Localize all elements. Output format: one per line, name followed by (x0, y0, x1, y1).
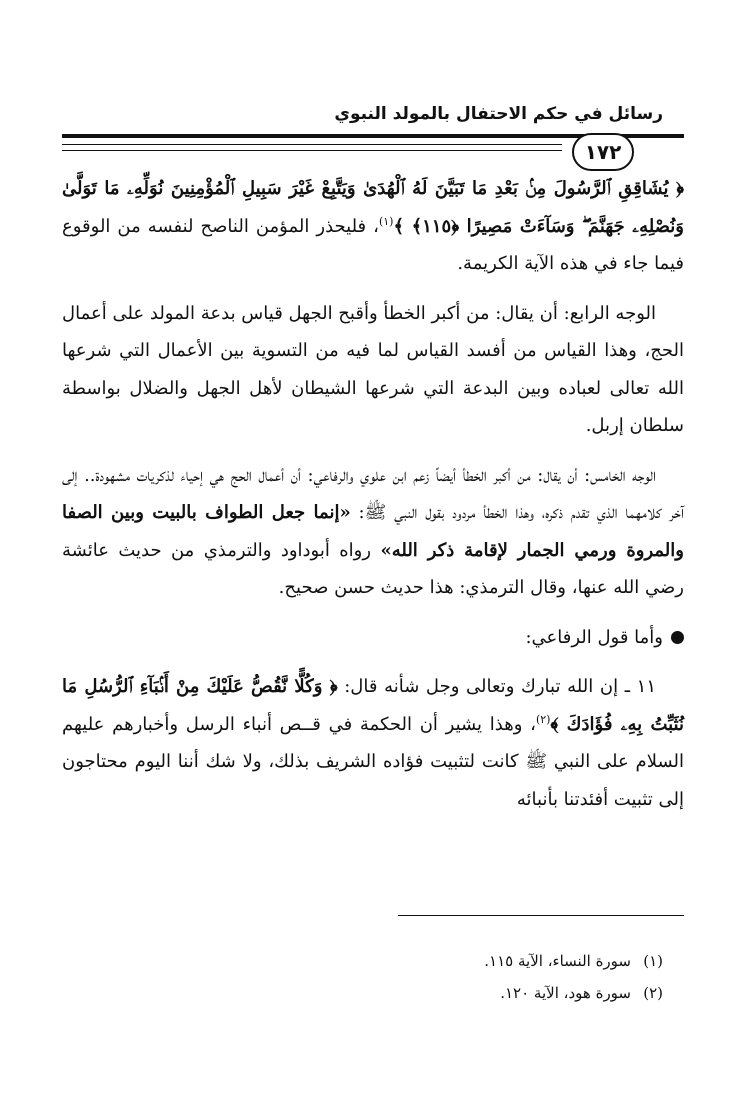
paragraph-text: ، وهذا يشير أن الحكمة في قــص أنباء الرسل وأخبارهم عليهم السلام على النبي ﷺ كانت لتثبيت فؤاده الشريف بذلك، ولا شك أننا اليوم محتاجون إلى تثبيت أفئدتنا بأنبائه (62, 713, 684, 810)
quran-verse: ﴿ وَكُلًّا نَّقُصُّ عَلَيْكَ مِنْ أَنۢبَآءِ ٱلرُّسُلِ مَا نُثَبِّتُ بِهِۦ فُؤَادَكَ ﴾ (62, 676, 684, 735)
bullet-heading (62, 619, 684, 657)
footnote-item (484, 945, 663, 977)
bullet-text: وأما قول الرفاعي: (525, 626, 663, 648)
footnote-ref: (٢) (535, 712, 551, 726)
page-number: ١٧٢ (572, 133, 634, 171)
footnote-separator (398, 915, 684, 916)
running-header-title: رسائل في حكم الاحتفال بالمولد النبوي (334, 104, 663, 124)
paragraph-text: ، فليحذر المؤمن الناصح لنفسه من الوقوع فيما جاء في هذه الآية الكريمة. (62, 215, 684, 274)
paragraph-2: الوجه الرابع: أن يقال: من أكبر الخطأ وأقبح الجهل قياس بدعة المولد على أعمال الحج، وهذا القياس من أفسد القياس لما فيه من التسوية بين الأعمال التي شرعها الله تعالى لعباده وبين البدعة التي شرعها الشيطان لأهل الجهل والضلال بواسطة سلطان إربل. (62, 302, 684, 436)
footnote-number: (٢) (643, 984, 663, 1002)
page-body (62, 170, 684, 830)
paragraph-4 (62, 668, 684, 818)
footnote-item (484, 977, 663, 1009)
footnote-number: (١) (643, 952, 663, 970)
bullet-icon (671, 631, 684, 644)
footnote-ref: (١) (378, 214, 394, 228)
quran-verse: ﴿ يُشَاقِقِ ٱلرَّسُولَ مِنۢ بَعْدِ مَا تَبَيَّنَ لَهُ ٱلْهُدَىٰ وَيَتَّبِعْ غَيْرَ سَبِيلِ ٱلْمُؤْمِنِينَ نُوَلِّهِۦ مَا تَوَلَّىٰ وَنُصْلِهِۦ جَهَنَّمَ ۖ وَسَآءَتْ مَصِيرًا ﴿١١٥﴾ ﴾ (62, 178, 684, 237)
header-rule-thin-2 (62, 150, 562, 151)
paragraph-3 (62, 457, 684, 607)
footnote-text: سورة هود، الآية ١٢٠. (500, 984, 631, 1002)
paragraph-text: رواه أبوداود والترمذي من حديث عائشة رضي الله عنها، وقال الترمذي: هذا حديث حسن صحيح. (62, 539, 684, 598)
paragraph-text: الوجه الخامس: أن يقال: من أكبر الخطأ أيضاً زعم ابن علوي والرفاعي: أن أعمال الحج هي إحياء لذكريات مشهودة.. إلى آخر كلامهما الذي تقدم ذكره، وهذا الخطأ مردود بقول النبي ﷺ: (62, 464, 684, 523)
footnote-text: سورة النساء، الآية ١١٥. (484, 952, 631, 970)
paragraph-1 (62, 170, 684, 283)
hadith-quote: «إنما جعل الطواف بالبيت وبين الصفا والمروة ورمي الجمار لإقامة ذكر الله» (62, 502, 684, 561)
paragraph-text: ١١ ـ إن الله تبارك وتعالى وجل شأنه قال: (337, 676, 656, 697)
header-rule-thin (62, 144, 562, 145)
footnotes (484, 945, 663, 1009)
